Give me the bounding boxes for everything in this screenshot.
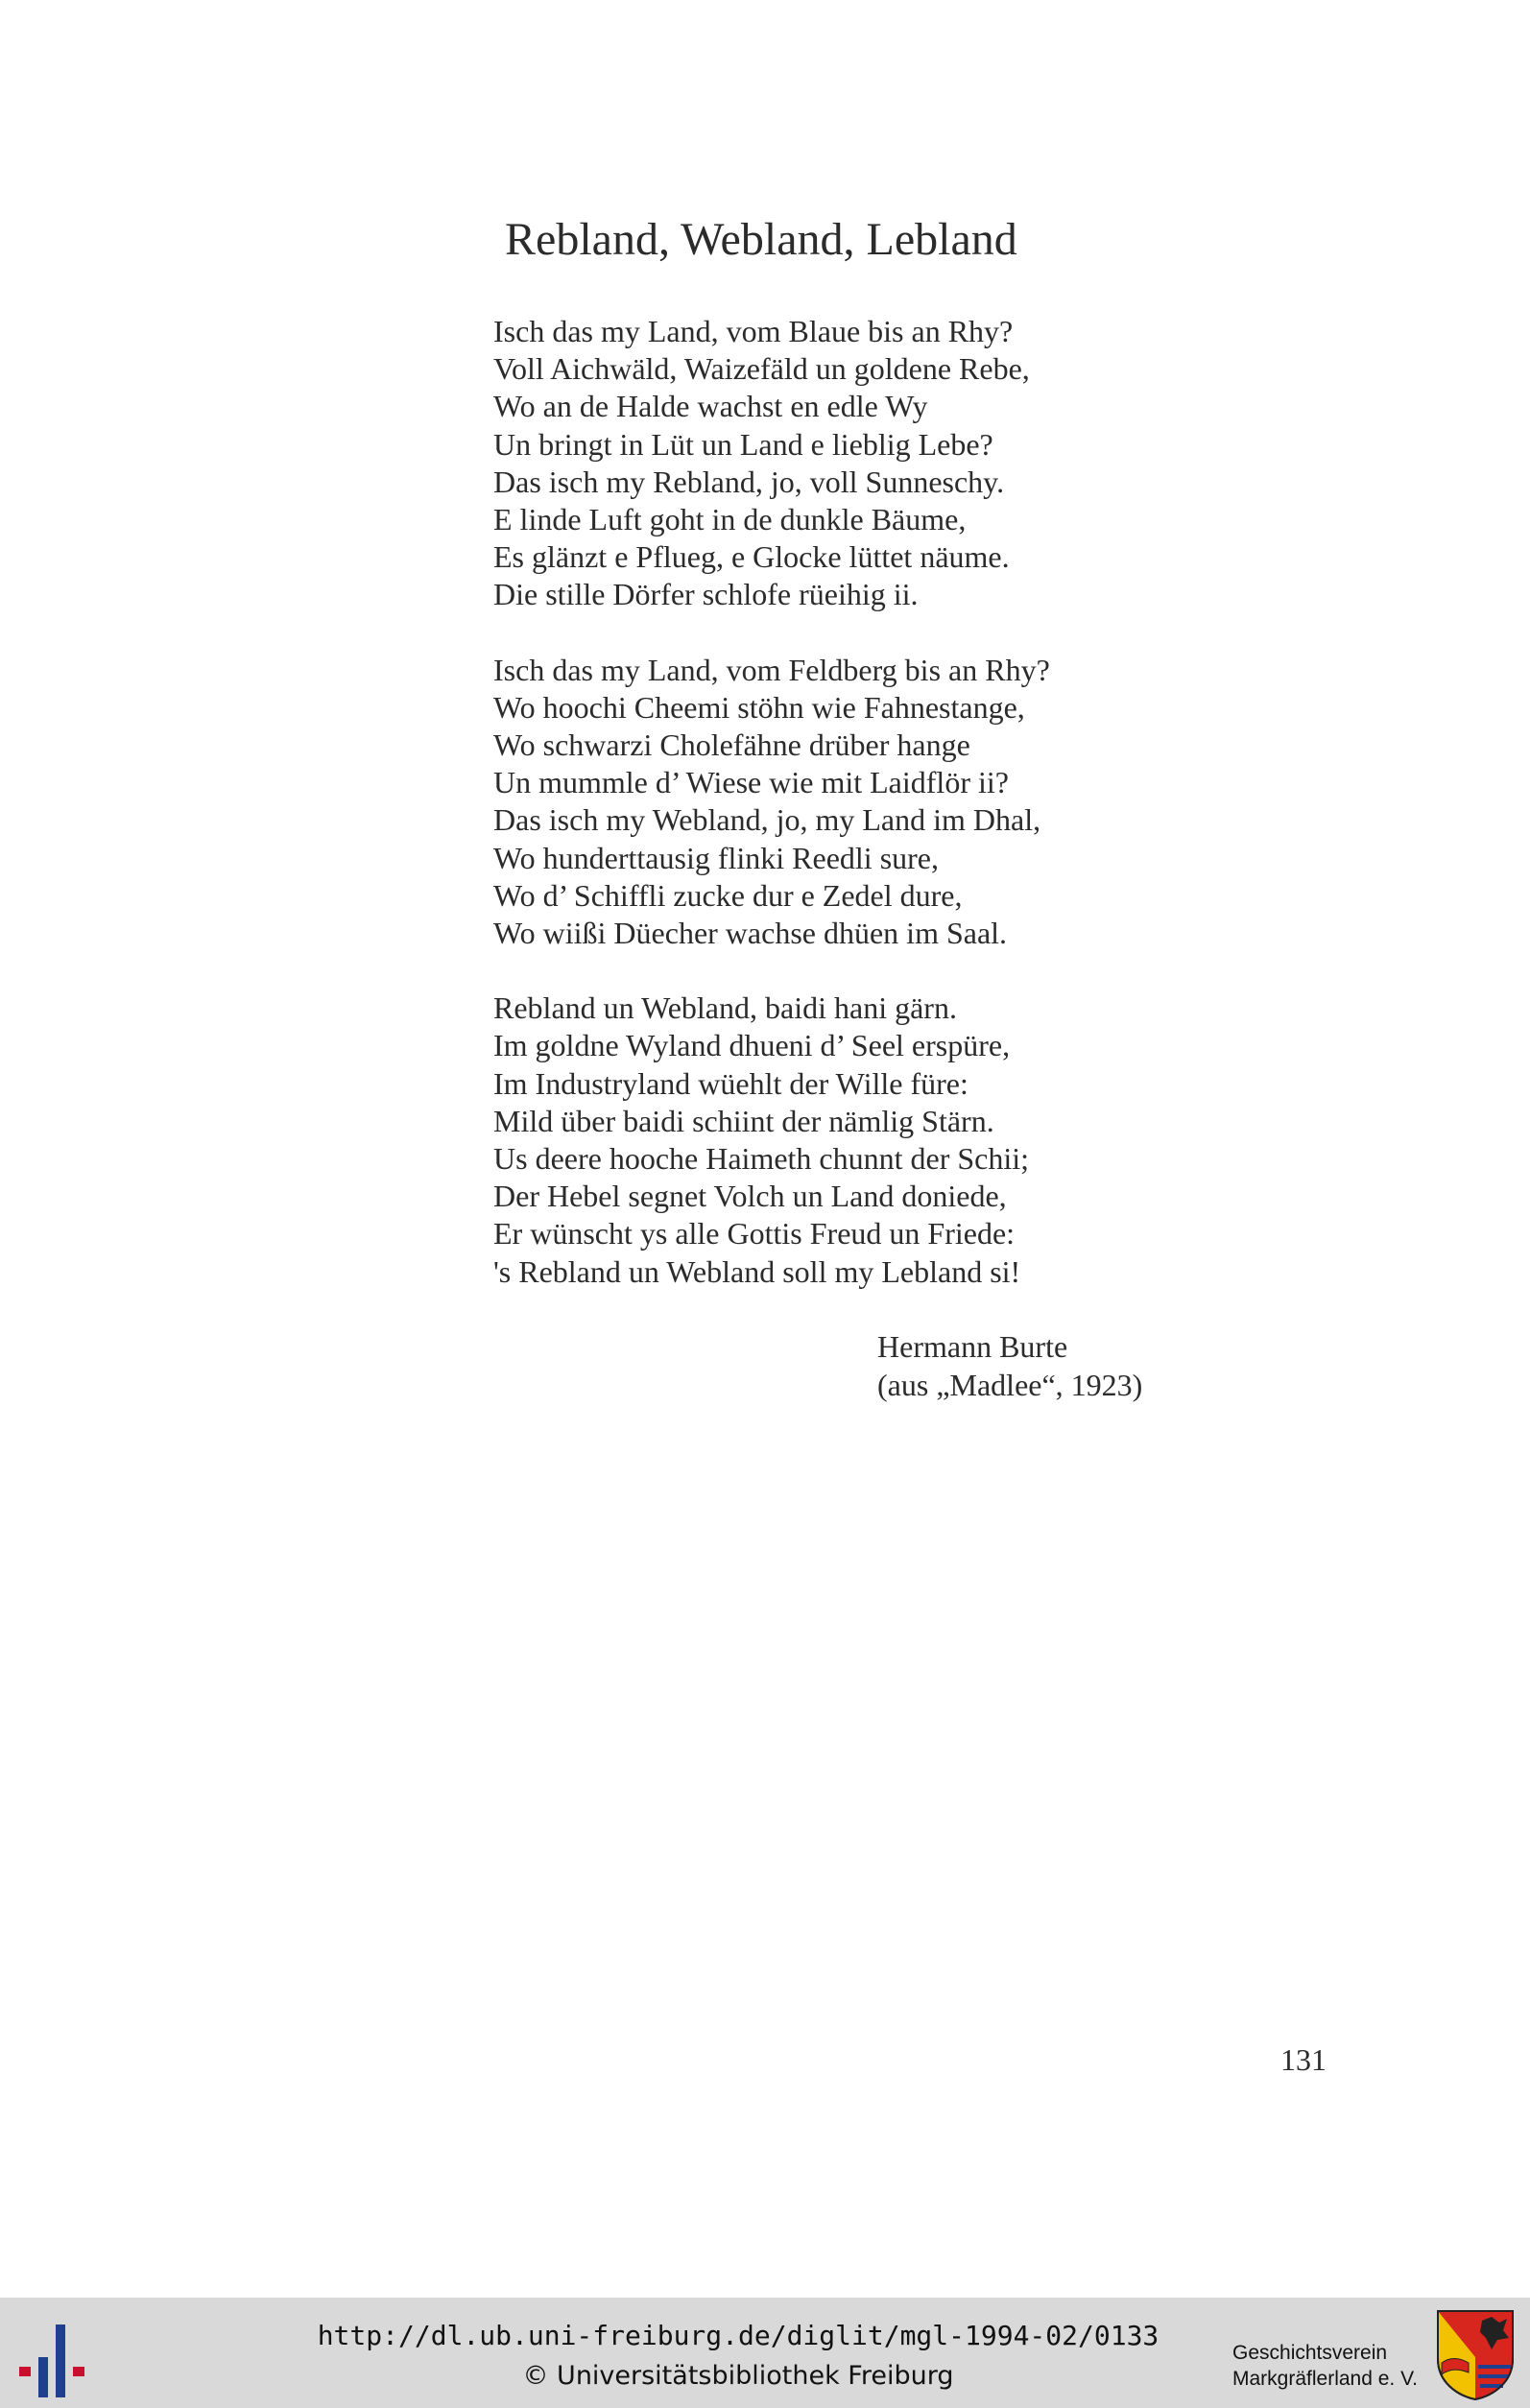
footer-bar — [0, 2298, 1530, 2408]
page-number: 131 — [1280, 2042, 1327, 2077]
poem-line: Das isch my Webland, jo, my Land im Dhal, — [493, 802, 1041, 838]
stanza-3 — [493, 989, 1050, 1291]
poem-line: Mild über baidi schiint der nämlig Stärn. — [493, 1103, 994, 1138]
poem-line: Das isch my Rebland, jo, voll Sunneschy. — [493, 464, 1005, 499]
footer-copyright-text: © Universitätsbibliothek Freiburg — [522, 2361, 954, 2391]
poem-line: Im Industryland wüehlt der Wille füre: — [493, 1065, 968, 1101]
poem-line: Im goldne Wyland dhueni d’ Seel erspüre, — [493, 1028, 1011, 1063]
poem-line: Un bringt in Lüt un Land e lieblig Lebe? — [493, 426, 993, 462]
poem-line: Isch das my Land, vom Blaue bis an Rhy? — [493, 314, 1014, 348]
poem-line: Wo an de Halde wachst en edle Wy — [493, 389, 928, 424]
poem-line: Wo wiißi Düecher wachse dhüen im Saal. — [493, 916, 1008, 951]
source-note: (aus „Madlee“, 1923) — [877, 1367, 1143, 1402]
poem-line: Der Hebel segnet Volch un Land doniede, — [493, 1179, 1007, 1214]
poem-line: Wo schwarzi Cholefähne drüber hange — [493, 727, 970, 763]
society-name — [1232, 2340, 1418, 2392]
author-signature — [877, 1328, 1142, 1404]
poem-line: Un mummle d’ Wiese wie mit Laidflör ii? — [493, 765, 1009, 800]
author-name: Hermann Burte — [877, 1329, 1068, 1364]
stanza-1 — [493, 313, 1050, 614]
poem-line: 's Rebland un Webland soll my Lebland si! — [493, 1253, 1021, 1289]
poem-line: Voll Aichwäld, Waizefäld un goldene Rebe, — [493, 351, 1030, 387]
society-crest-icon — [1436, 2309, 1515, 2401]
footer-url-text[interactable]: http://dl.ub.uni-freiburg.de/diglit/mgl-1994-02/0133 — [317, 2320, 1159, 2351]
society-line-2: Markgräflerland e. V. — [1232, 2368, 1418, 2390]
poem-line: Er wünscht ys alle Gottis Freud un Friede: — [493, 1216, 1016, 1252]
poem-line: Es glänzt e Pflueg, e Glocke lüttet näume. — [493, 539, 1010, 575]
society-line-1: Geschichtsverein — [1232, 2342, 1388, 2364]
poem-line: Wo hunderttausig flinki Reedli sure, — [493, 840, 939, 875]
poem-line: Wo d’ Schiffli zucke dur e Zedel dure, — [493, 877, 963, 913]
poem-body — [493, 313, 1050, 1328]
poem-line: Rebland un Webland, baidi hani gärn. — [493, 990, 957, 1026]
poem-line: Die stille Dörfer schlofe rüeihig ii. — [493, 577, 919, 612]
poem-line: E linde Luft goht in de dunkle Bäume, — [493, 502, 967, 537]
poem-line: Wo hoochi Cheemi stöhn wie Fahnestange, — [493, 689, 1025, 725]
stanza-2 — [493, 652, 1050, 953]
poem-line: Us deere hooche Haimeth chunnt der Schii; — [493, 1141, 1030, 1177]
poem-line: Isch das my Land, vom Feldberg bis an Rhy? — [493, 652, 1050, 687]
poem-title: Rebland, Webland, Lebland — [505, 214, 1017, 265]
